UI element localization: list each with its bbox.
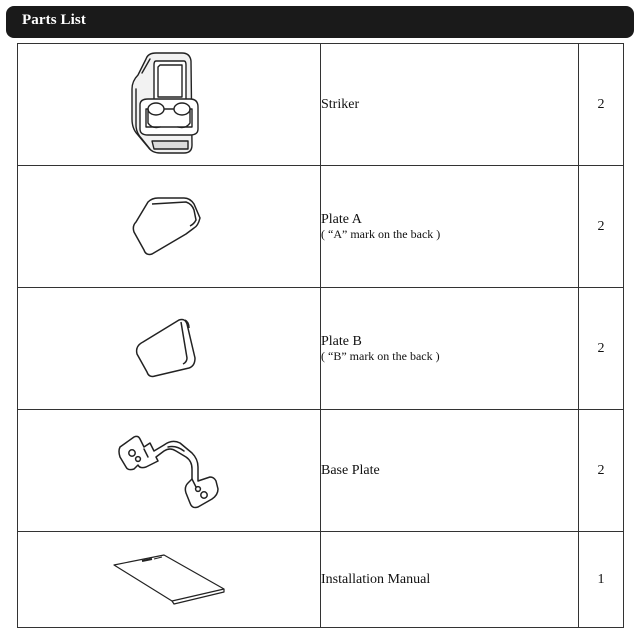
part-quantity: 1: [597, 571, 605, 587]
part-quantity: 2: [597, 340, 605, 356]
part-qty-cell: [579, 44, 624, 166]
part-image-cell: [18, 166, 321, 288]
part-image-cell: [18, 288, 321, 410]
part-qty-cell: [579, 166, 624, 288]
part-qty-cell: [579, 288, 624, 410]
part-image-cell: [18, 410, 321, 532]
part-name: Installation Manual: [321, 571, 431, 587]
page-title: Parts List: [22, 12, 86, 28]
table-row: [18, 166, 624, 288]
part-name: Plate B: [321, 334, 362, 349]
part-qty-cell: [579, 532, 624, 628]
part-name-cell: [321, 44, 579, 166]
table-row: [18, 288, 624, 410]
part-name: Striker: [321, 96, 360, 112]
plate-a-icon: [124, 192, 214, 262]
part-name: Plate A: [321, 212, 362, 227]
table-row: [18, 532, 624, 628]
part-quantity: 2: [597, 218, 605, 234]
part-qty-cell: [579, 410, 624, 532]
manual-icon: [112, 553, 226, 607]
striker-icon: [124, 49, 214, 161]
part-name-cell: [321, 410, 579, 532]
parts-list-header: [6, 6, 634, 38]
parts-table: [17, 43, 624, 628]
part-name: Base Plate: [321, 462, 380, 478]
part-name-cell: [321, 532, 579, 628]
part-name-cell: [321, 166, 579, 288]
part-note: ( “B” mark on the back ): [321, 349, 440, 363]
part-quantity: 2: [597, 96, 605, 112]
part-note: ( “A” mark on the back ): [321, 227, 441, 241]
plate-b-icon: [129, 314, 209, 384]
part-image-cell: [18, 532, 321, 628]
part-name-cell: [321, 288, 579, 410]
base-plate-icon: [114, 429, 224, 513]
part-image-cell: [18, 44, 321, 166]
table-row: [18, 44, 624, 166]
table-row: [18, 410, 624, 532]
part-quantity: 2: [597, 462, 605, 478]
